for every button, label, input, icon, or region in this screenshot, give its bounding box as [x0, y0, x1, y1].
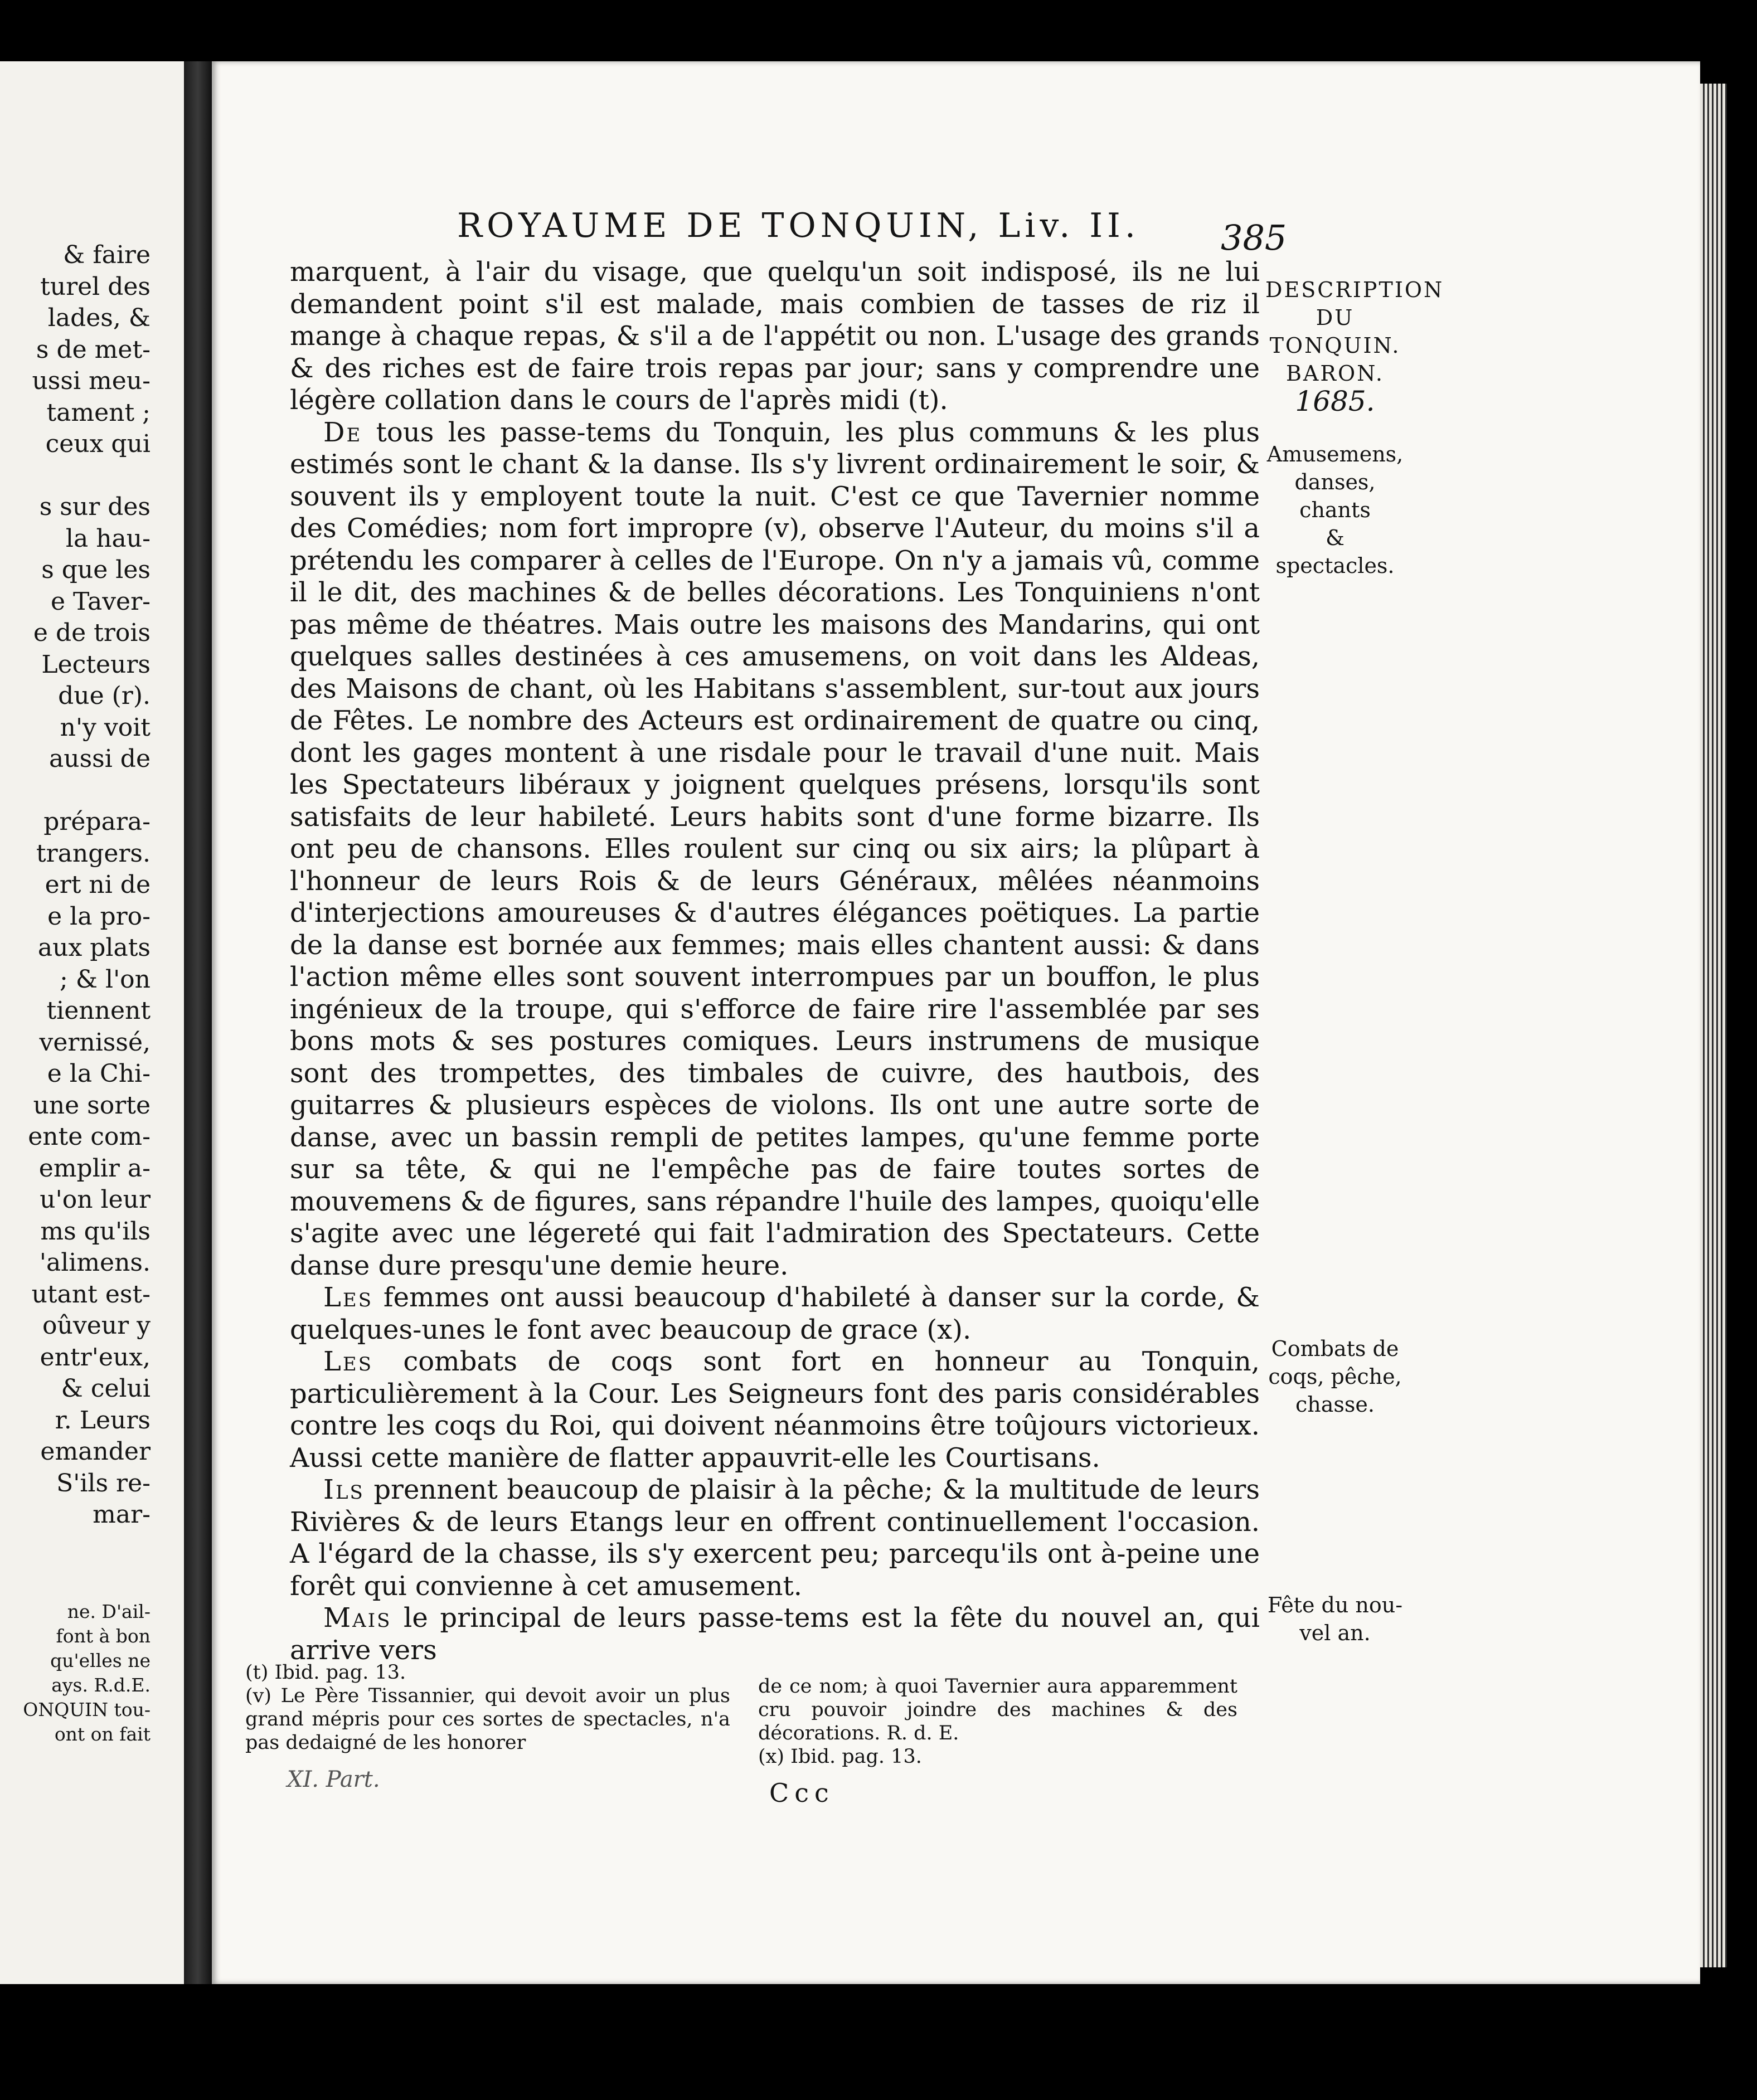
- paragraph: [290, 1282, 1260, 1346]
- previous-page-note-line: qu'elles ne: [50, 1650, 151, 1671]
- previous-page: [0, 61, 184, 1984]
- previous-page-line: e Taver-: [51, 587, 151, 616]
- previous-page-line: tiennent: [46, 996, 151, 1025]
- previous-page-line: s de met-: [36, 335, 151, 364]
- margin-note-line: coqs, pêche,: [1268, 1364, 1402, 1389]
- margin-note-description: [1265, 276, 1444, 417]
- paragraph: [290, 417, 1260, 1282]
- previous-page-line: turel des: [40, 272, 151, 301]
- previous-page-line: ms qu'ils: [40, 1217, 151, 1246]
- paragraph: marquent, à l'air du visage, que quelqu'un soit indisposé, ils ne lui demandent point s'il est malade, mais combien de tasses de riz il mange à chaque repas, & s'il a de l'appétit ou non. L'usage des grands & des riches est de faire trois repas par jour; sans y comprendre une légère collation dans le cours de l'après midi (t).: [290, 256, 1260, 416]
- previous-page-line: ceux qui: [45, 430, 151, 458]
- previous-page-line: prépara-: [43, 808, 151, 836]
- previous-page-line: tament ;: [46, 398, 151, 427]
- paragraph-lead-word: De: [323, 416, 362, 448]
- previous-page-line: la hau-: [65, 524, 151, 553]
- margin-note-line: Combats de: [1271, 1336, 1399, 1361]
- previous-page-line: n'y voit: [60, 713, 151, 742]
- paragraph-lead-word: Les: [323, 1346, 373, 1377]
- paragraph: [290, 1346, 1260, 1474]
- margin-note-line: DESCRIPTION: [1265, 278, 1444, 302]
- margin-note-line: DU TONQUIN.: [1269, 305, 1401, 358]
- previous-page-line: 'alimens.: [39, 1248, 151, 1277]
- previous-page-line: emplir a-: [38, 1154, 151, 1183]
- previous-page-note-line: font à bon: [56, 1625, 151, 1647]
- paragraph: [290, 1474, 1260, 1602]
- page-number: 385: [1221, 217, 1287, 258]
- paragraph-text: combats de coqs sont fort en honneur au Tonquin, particulièrement à la Cour. Les Seigneurs font des paris considérables contre les coqs du Roi, qui doivent néanmoins être toûjours victorieux. Aussi cette manière de flatter appauvrit-elle les Courtisans.: [290, 1346, 1260, 1474]
- previous-page-line: ert ni de: [45, 871, 151, 899]
- previous-page-line: & celui: [61, 1374, 151, 1403]
- previous-page-line: s que les: [41, 556, 151, 584]
- previous-page-line: une sorte: [33, 1091, 151, 1120]
- paragraph-lead-word: Ils: [323, 1474, 365, 1505]
- footnotes-right: [758, 1675, 1237, 1768]
- paragraph-text: tous les passe-tems du Tonquin, les plus communs & les plus estimés sont le chant & la danse. Ils s'y livrent ordinairement le soir, & souvent ils y employent toute la nuit. C'est ce que Tavernier nomme des Comédies; nom fort impropre (v), observe l'Auteur, du moins s'il a prétendu les comparer à celles de l'Europe. On n'y a jamais vû, comme il le dit, des machines & de belles décorations. Les Tonquiniens n'ont pas même de théatres. Mais outre les maisons des Mandarins, qui ont quelques salles destinées à ces amusemens, on voit dans les Aldeas, des Maisons de chant, où les Habitans s'assemblent, sur-tout aux jours de Fêtes. Le nombre des Acteurs est ordinairement de quatre ou cinq, dont les gages montent à une risdale pour le travail d'une nuit. Mais les Spectateurs libéraux y joignent quelques présens, lorsqu'ils sont satisfaits de leur habileté. Leurs habits sont d'une forme bizarre. Ils ont peu de chansons. Elles roulent sur cinq ou six airs; la plûpart à l'honneur de leurs Rois & de leurs Généraux, mêlées néanmoins d'interjections amoureuses & d'autres élégances poëtiques. La partie de la danse est bornée aux femmes; mais elles chantent aussi: & dans l'action même elles sont souvent interrompues par un bouffon, le plus ingénieux de la troupe, qui s'efforce de faire rire l'assemblée par ses bons mots & ses postures comiques. Leurs instrumens de musique sont des trompettes, des timbales de cuivre, des hautbois, des guitarres & plusieurs espèces de violons. Ils ont une autre sorte de danse, avec un bassin rempli de petites lampes, qu'une femme porte sur sa tête, & qui ne l'empêche pas de faire toutes sortes de mouvemens & de figures, sans répandre l'huile des lampes, quoiqu'elle s'agite avec une légereté qui fait l'admiration des Spectateurs. Cette danse dure presqu'une demie heure.: [290, 416, 1260, 1281]
- margin-note-line: vel an.: [1299, 1621, 1371, 1645]
- previous-page-line: vernissé,: [39, 1028, 151, 1057]
- previous-page-footnotes: [23, 1600, 151, 1747]
- book-gutter: [184, 61, 212, 1984]
- previous-page-line: e de trois: [33, 619, 151, 647]
- paragraph-text: femmes ont aussi beaucoup d'habileté à danser sur la corde, & quelques-unes le font avec beaucoup de grace (x).: [290, 1282, 1260, 1345]
- margin-note-amusemens: [1265, 440, 1405, 580]
- footnote-t: (t) Ibid. pag. 13.: [245, 1661, 406, 1684]
- previous-page-line: e la pro-: [47, 902, 151, 931]
- previous-page-note-line: ont on fait: [54, 1723, 151, 1745]
- previous-page-line: ussi meu-: [32, 367, 151, 395]
- footnote-v: (v) Le Père Tissannier, qui devoit avoir un plus grand mépris pour ces sortes de spectacles, n'a pas dedaigné de les honorer: [245, 1685, 730, 1754]
- previous-page-line: due (r).: [58, 682, 151, 710]
- previous-page-line: lades, &: [47, 304, 151, 332]
- previous-page-line: utant est-: [31, 1280, 151, 1309]
- margin-note-line: danses, chants: [1294, 470, 1376, 522]
- footnote-v-continued: de ce nom; à quoi Tavernier aura apparemment cru pouvoir joindre des machines & des décorations. R. d. E.: [758, 1675, 1237, 1744]
- previous-page-line: aux plats: [37, 934, 151, 962]
- signature-part: XI. Part.: [287, 1767, 380, 1792]
- previous-page-text: [28, 240, 151, 1531]
- previous-page-line: Lecteurs: [41, 650, 151, 679]
- previous-page-line: S'ils re-: [56, 1469, 151, 1498]
- footnote-x: (x) Ibid. pag. 13.: [758, 1746, 922, 1768]
- margin-note-fete: [1265, 1591, 1405, 1647]
- previous-page-line: u'on leur: [40, 1185, 151, 1214]
- previous-page-line: mar-: [93, 1500, 151, 1529]
- margin-note-year: 1685.: [1295, 385, 1375, 417]
- paragraph-lead-word: Les: [323, 1282, 373, 1313]
- previous-page-line: aussi de: [49, 745, 151, 773]
- paragraph-text: le principal de leurs passe-tems est la fête du nouvel an, qui arrive vers: [290, 1602, 1260, 1666]
- previous-page-line: r. Leurs: [55, 1406, 151, 1435]
- signature-mark: Ccc: [769, 1778, 834, 1808]
- margin-note-line: Fête du nou-: [1267, 1593, 1403, 1617]
- previous-page-note-line: ne. D'ail-: [67, 1601, 151, 1622]
- running-header: ROYAUME DE TONQUIN, Liv. II.: [457, 206, 1140, 245]
- paragraph: [290, 1602, 1260, 1666]
- previous-page-line: s sur des: [39, 493, 151, 521]
- previous-page-line: trangers.: [36, 839, 151, 868]
- margin-note-line: BARON.: [1285, 361, 1385, 386]
- margin-note-combats: [1265, 1335, 1405, 1418]
- previous-page-line: & faire: [63, 241, 151, 269]
- previous-page-line: [28, 460, 151, 492]
- previous-page-line: oûveur y: [42, 1311, 151, 1340]
- previous-page-note-line: ONQUIN tou-: [23, 1699, 151, 1720]
- footnotes-left: [245, 1661, 730, 1754]
- previous-page-line: emander: [40, 1437, 151, 1466]
- previous-page-line: ; & l'on: [60, 965, 151, 994]
- paragraph-text: prennent beaucoup de plaisir à la pêche; & la multitude de leurs Rivières & de leurs Etangs leur en offrent continuellement l'occasion. A l'égard de la chasse, ils s'y exercent peu; parcequ'ils ont à-peine une forêt qui convienne à cet amusement.: [290, 1474, 1260, 1602]
- main-text: [290, 256, 1260, 1666]
- previous-page-line: [28, 775, 151, 807]
- margin-note-line: & spectacles.: [1275, 526, 1395, 578]
- page-edges: [1700, 84, 1727, 1967]
- margin-note-line: Amusemens,: [1266, 442, 1404, 466]
- previous-page-line: ente com-: [28, 1122, 151, 1151]
- previous-page-note-line: ays. R.d.E.: [51, 1674, 151, 1696]
- margin-note-line: chasse.: [1295, 1392, 1375, 1417]
- paragraph-lead-word: Mais: [323, 1602, 392, 1634]
- previous-page-line: e la Chi-: [47, 1059, 151, 1088]
- previous-page-line: entr'eux,: [40, 1343, 151, 1372]
